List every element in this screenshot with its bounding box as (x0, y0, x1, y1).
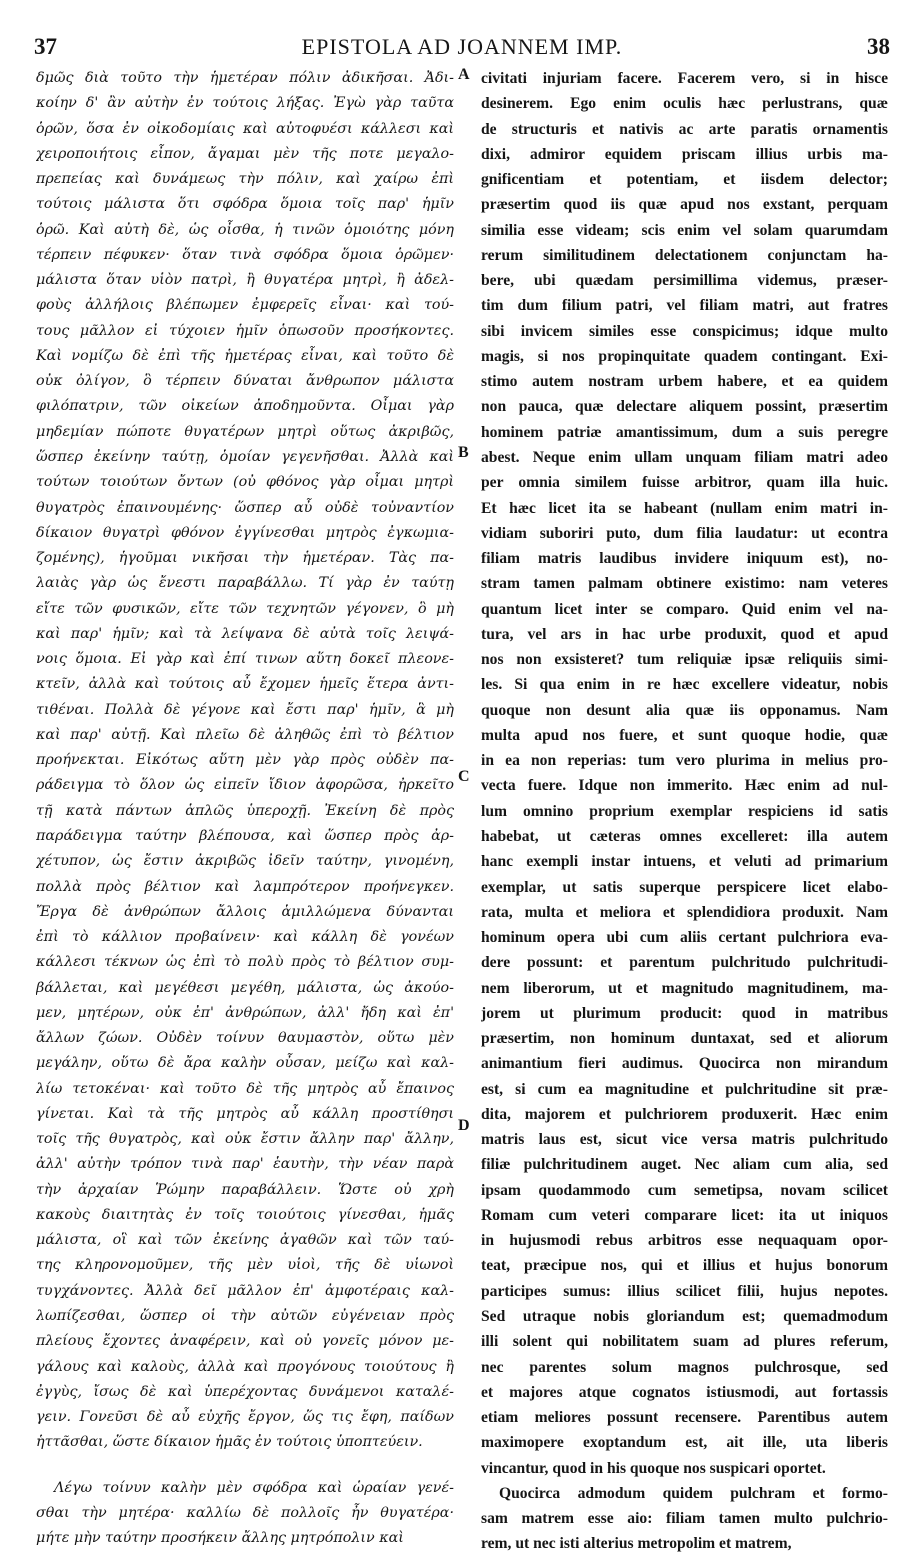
latin-text-line: habebat, ut cæteras omnes excelleret: illa autem (481, 827, 888, 845)
latin-text-line: multa apud nos fuere, et sunt quoque hodie, quæ (481, 726, 888, 744)
greek-text-line (36, 1456, 454, 1476)
latin-text-line: Et hæc licet ita se habeant (nullam enim matri in- (481, 499, 888, 517)
greek-text-line: φιλόπατριν, τῶν οἰκείων ἀποδημοῦντα. Οἶμαι γὰρ (36, 398, 454, 415)
greek-text-line: πρεπείας καὶ δυνάμεως τὴν πόλιν, καὶ χαίρω ἐπὶ (36, 171, 454, 188)
latin-text-line: tim dum filium patri, vel filiam matri, aut fratres (481, 297, 888, 315)
greek-text-line: ὁρῶν, ὅσα ἐν οἰκοδομίαις καὶ αὐτοφυέσι κάλλεσι καὶ (36, 120, 454, 137)
latin-text-line: similia esse videam; scis enim vel solam quarumdam (481, 221, 888, 239)
greek-text-line: θυγατρὸς ἐπαινουμένης· ὥσπερ αὖ οὐδὲ τοὐναντίον (36, 499, 454, 516)
greek-text-line: λαιὰς γὰρ ὡς ἔνεστι παραβάλλω. Τί γὰρ ἐν ταύτῃ (36, 575, 454, 592)
greek-text-line: Ἔργα δὲ ἀνθρώπων ἄλλοις ἁμιλλώμενα δύνανται (36, 903, 454, 920)
page-number-left: 37 (34, 34, 57, 59)
greek-text-line: σθαι τὴν μητέρα· καλλίω δὲ πολλοῖς ἦν θυγατέρα· (36, 1504, 454, 1521)
greek-text-line: τιθέναι. Πολλὰ δὲ γέγονε καὶ ἔστι παρ' ἡμῖν, ἃ μὴ (36, 701, 454, 718)
latin-text-line: rerum similitudinem delectationem conjunctam ha- (481, 246, 888, 264)
greek-text-line: δμῶς διὰ τοῦτο τὴν ἡμετέραν πόλιν ἀδικῆσαι. Ἀδι- (36, 70, 454, 86)
latin-text-line: et majores atque cognatos istiusmodi, aut fortassis (481, 1383, 888, 1401)
latin-text-line: desinerem. Ego enim oculis hæc perlustrans, quæ (481, 95, 888, 113)
latin-text-line: rata, multa et meliora et splendidiora produxit. Nam (481, 903, 888, 921)
latin-text-line: maximopere exoptandum est, ait ille, uta liberis (481, 1434, 888, 1452)
greek-text-line: ἡττᾶσθαι, ὥστε δίκαιον ἡμᾶς ἐν τούτοις ὑποπτεύειν. (36, 1434, 423, 1451)
greek-text-line: οὐκ ὀλίγον, ὃ τέρπειν δύναται ἄνθρωπον μάλιστα (36, 373, 454, 390)
greek-text-line: μηδεμίαν πώποτε θυγατέρων μητρὶ οὕτως ἀκριβῶς, (36, 423, 454, 440)
latin-text-line: in hujusmodi rebus arbitros esse nequaquam opor- (481, 1232, 888, 1250)
greek-text-line: μάλιστα, οἳ καὶ τῶν ἐκείνης ἀγαθῶν καὶ τῶν ταύ- (36, 1232, 454, 1249)
greek-text-line: ἐγγὺς, ἴσως δὲ καὶ ὑπερέχοντας δυνάμενοι καταλέ- (36, 1383, 454, 1400)
running-header (34, 28, 890, 62)
latin-text-line: rem, ut nec isti alterius metropolim et matrem, (481, 1535, 792, 1553)
latin-text-line: quantum licet inter se comparo. Quid enim vel na- (481, 600, 888, 618)
latin-text-line: quoque non desunt alia quæ iis opponamus. Nam (481, 701, 888, 719)
latin-text-line: bere, ubi quædam persimillima videmus, præser- (481, 272, 888, 290)
greek-text-line: πλείους ἔχοντες ἀναφέρειν, καὶ οὐ γονεῖς μόνον με- (36, 1333, 454, 1350)
latin-text-line: de structuris et nativis ac arte paratis ornamentis (481, 120, 888, 138)
greek-text-line: μεγάλην, οὕτω δὲ ἄρα καλὴν οὖσαν, μείζω καὶ καλ- (36, 1055, 454, 1072)
greek-text-line: ὥσπερ ἐκείνην ταύτῃ, ὁμοίαν γεγενῆσθαι. Ἀλλὰ καὶ (36, 448, 454, 465)
greek-text-line: χειροποιήτοις εἶπον, ἄγαμαι μὲν τῆς ποτε μεγαλο- (36, 145, 454, 162)
latin-text-line: nec parentes solum magnos pulchrosque, sed (481, 1358, 888, 1376)
latin-text-line: vecta fuere. Idque non immerito. Hæc enim ad nul- (481, 777, 888, 795)
latin-text-line: dita, majorem et pulchriorem produxerit. Hæc enim (481, 1105, 888, 1123)
latin-text-line: sibi invicem similes esse conspicimus; idque multo (481, 322, 888, 340)
latin-text-line: Romam cum veteri comparare licet: ita ut iniquos (481, 1206, 888, 1224)
latin-text-line: civitati injuriam facere. Facerem vero, si in hisce (481, 70, 888, 87)
greek-text-line: προήνεκται. Εἰκότως αὕτη μὲν γὰρ πρὸς οὐδὲν πα- (36, 752, 454, 769)
greek-text-line: ἀλλ' αὐτὴν τρόπον τινὰ παρ' ἑαυτὴν, τὴν νέαν παρὰ (36, 1156, 454, 1173)
running-title: EPISTOLA AD JOANNEM IMP. (301, 34, 623, 59)
latin-text-line: hominum opera ubi cum aliis certant pulchriora eva- (481, 929, 888, 947)
latin-text-line: præsertim, non hominum duntaxat, sed et aliorum (481, 1030, 888, 1048)
greek-text-line: πολλὰ πρὸς βέλτιον καὶ λαμπρότερον προήνεγκεν. (36, 878, 454, 895)
section-marker-a: A (458, 66, 470, 83)
greek-text-line: κάλλεσι τέκνων ὡς ἐπὶ τὸ πολὺ πρὸς τὸ βέλτιον συμ- (36, 954, 454, 971)
latin-text-line: non pauca, quæ delectare aliquem possint, præsertim (481, 398, 888, 416)
greek-text-line: εἴτε τῶν φυσικῶν, εἴτε τῶν τεχνητῶν γέγονεν, ὃ μὴ (36, 600, 454, 617)
greek-text-line: κτεῖν, ἀλλὰ καὶ τούτοις αὖ ἔχομεν ἡμεῖς ἕτερα ἀντι- (36, 676, 454, 693)
latin-text-line: abest. Neque enim ullam unquam filiam matri adeo (481, 448, 888, 466)
latin-text-line: filiæ pulchritudinem auget. Nec aliam cum alia, sed (481, 1156, 888, 1174)
greek-text-line: τὴν ἀρχαίαν Ῥώμην παραβάλλειν. Ὥστε οὐ χρὴ (36, 1181, 454, 1198)
latin-text-line: per omnia similem fuisse arbitror, quam illa huic. (481, 474, 888, 492)
latin-text-line: ipsam quodammodo cum semetipsa, novam scilicet (481, 1181, 888, 1199)
latin-text-line: nos non exsisteret? tum reliquiæ ipsæ reliquiis simi- (481, 651, 888, 669)
latin-text-line: exemplar, ut satis superque perspicere licet elabo- (481, 878, 888, 896)
greek-text-line: γίνεται. Καὶ τὰ τῆς μητρὸς αὖ κάλλη προστίθησι (36, 1105, 454, 1122)
section-marker-b: B (458, 444, 469, 461)
greek-text-line: λίω τετοκέναι· καὶ τοῦτο δὲ τῆς μητρὸς αὖ ἔπαινος (36, 1080, 454, 1097)
latin-text-line: in ea non reperias: tum vero plurima in melius pro- (481, 752, 888, 770)
latin-text-line: dixi, admiror equidem priscam illius urbis ma- (481, 145, 888, 163)
greek-text-line: ράδειγμα τὸ ὅλον ὡς εἰπεῖν ἴδιον ἀφορῶσα, ἠρκεῖτο (36, 777, 454, 794)
latin-text-line: lum omnino proprium exemplar respiciens id satis (481, 802, 888, 820)
latin-text-line: les. Si qua enim in re hæc excellere videatur, nobis (481, 676, 888, 694)
greek-text-line: τους μᾶλλον εἰ τύχοιεν ἡμῖν ὁπωσοῦν προσήκοντες. (36, 322, 454, 339)
greek-text-line: δίκαιον θυγατρὶ φθόνον ἐγγίνεσθαι μητρὸς ἐγκωμια- (36, 524, 454, 541)
latin-text-line: nem liberorum, ut et magnitudo magnitudinem, ma- (481, 979, 888, 997)
latin-text-column (481, 66, 888, 1557)
greek-text-line: τέρπειν πέφυκεν· ὅταν τινὰ σφόδρα ὅμοια ὁρῶμεν· (36, 246, 454, 263)
greek-text-line: τυγχάνοντες. Ἀλλὰ δεῖ μᾶλλον ἐπ' ἀμφοτέραις καλ- (36, 1282, 454, 1299)
greek-text-line: κοίην δ' ἂν αὐτὴν ἐν τούτοις λήξας. Ἐγὼ γὰρ ταῦτα (36, 95, 454, 112)
latin-text-line: matris laus est, sicut vice versa matris pulchritudo (481, 1131, 888, 1149)
greek-text-line: καὶ παρ' ἡμῖν; καὶ τὰ λείψανα δὲ αὐτὰ τοῖς λειψά- (36, 625, 454, 642)
greek-text-line: Καὶ νομίζω δὲ ἐπὶ τῆς ἡμετέρας εἶναι, καὶ τοῦτο δὲ (36, 347, 454, 364)
latin-text-line: vidiam suboriri puto, dum filia laudatur: ut econtra (481, 524, 888, 542)
latin-text-line: stram tamen palmam obtinere existimo: nam veteres (481, 575, 888, 593)
section-marker-c: C (458, 768, 470, 785)
greek-text-line: παράδειγμα ταύτην βλέπουσα, καὶ ὥσπερ πρὸς ἀρ- (36, 827, 454, 844)
latin-text-line: jorem ut plurimum producit: quod in matribus (481, 1004, 888, 1022)
latin-text-line: præsertim quod iis quæ apud nos exstant, perquam (481, 196, 888, 214)
latin-text-line: etiam meliores possunt recensere. Parentibus autem (481, 1409, 888, 1427)
latin-text-line: illi solent qui nobilitatem suam ad plures referum, (481, 1333, 888, 1351)
latin-text-line: magis, si nos propinquitate quadem contingant. Exi- (481, 347, 888, 365)
latin-text-line: hominem patriæ amantissimum, dum a suis peregre (481, 423, 888, 441)
greek-text-line: τούτοις μάλιστα ὅτι σφόδρα ὅμοια τοῖς παρ' ἡμῖν (36, 196, 454, 213)
greek-text-line: ἐπὶ τὸ κάλλιον προβαίνειν· καὶ κάλλη δὲ γονέων (36, 929, 454, 946)
latin-text-line: hanc exempli instar intuens, et veluti ad primarium (481, 853, 888, 871)
latin-text-line: est, si cum ea magnitudine et pulchritudine sit præ- (481, 1080, 888, 1098)
greek-text-line: κακοὺς διαιτητὰς ἐν τοῖς τοιούτοις γίνεσθαι, ἡμᾶς (36, 1206, 454, 1223)
greek-text-line: τοῖς τῆς θυγατρὸς, καὶ οὐκ ἔστιν ἄλλην παρ' ἄλλην, (36, 1131, 454, 1148)
greek-text-line: μήτε μὴν ταύτην προσήκειν ἄλλης μητρόπολιν καὶ (36, 1530, 404, 1547)
latin-text-line: tura, vel ars in hac urbe produxit, quod et apud (481, 625, 888, 643)
greek-text-line: της κληρονομοῦμεν, τῆς μὲν υἱοὶ, τῆς δὲ υἱωνοὶ (36, 1257, 454, 1274)
greek-text-line: μεν, μητέρων, οὐκ ἐπ' ἀνθρώπων, ἀλλ' ἤδη καὶ ἐπ' (36, 1004, 454, 1021)
greek-text-line: βάλλεται, καὶ μεγέθεσι μεγέθη, μάλιστα, ὡς ἀκούο- (36, 979, 454, 996)
latin-text-line: teat, præcipue nos, qui et illius et hujus bonorum (481, 1257, 888, 1275)
latin-text-line: Quocirca admodum quidem pulchram et formo- (499, 1484, 888, 1502)
greek-text-line: τῇ κατὰ πάντων ἁπλῶς ὑπεροχῇ. Ἐκείνη δὲ πρὸς (36, 802, 454, 819)
latin-text-line: animantium fieri audimus. Quocirca non mirandum (481, 1055, 888, 1073)
greek-text-line: τούτων τοιούτων ὄντων (οὐ φθόνος γὰρ οἶμαι μητρὶ (36, 474, 454, 491)
latin-text-line: gnificentiam et potentiam, et iisdem delector; (481, 171, 888, 189)
latin-text-line: stimo autem nostram urbem habere, et ea quidem (481, 373, 888, 391)
greek-text-line: νοις ὅμοια. Εἰ γὰρ καὶ ἐπί τινων αὕτη δοκεῖ πλεονε- (36, 651, 454, 668)
greek-text-line: γειν. Γονεῦσι δὲ αὖ εὐχῆς ἔργον, ὥς τις ἔφη, παίδων (36, 1409, 454, 1426)
latin-text-line: Sed utraque nobis gloriandum est; quemadmodum (481, 1308, 888, 1326)
page-number-right: 38 (867, 34, 890, 59)
greek-text-line: γάλους καὶ καλοὺς, ἀλλὰ καὶ προγόνους τοιούτους ἢ (36, 1358, 454, 1375)
greek-text-line: ὁρῶ. Καὶ αὐτὴ δὲ, ὡς οἶσθα, ἡ τινῶν ὁμοιότης μόνη (36, 221, 454, 238)
greek-text-line: καὶ παρ' αὐτῇ. Καὶ πλεῖω δὲ ἀληθῶς ἐπὶ τὸ βέλτιον (36, 726, 454, 743)
latin-text-line: sam matrem esse aio: filiam tamen multo pulchrio- (481, 1510, 888, 1528)
greek-text-line: λωπίζεσθαι, ὥσπερ οἱ τὴν αὐτῶν εὐγένειαν πρὸς (36, 1308, 454, 1325)
latin-text-line: dere possunt: et parentum pulchritudo pulchritudi- (481, 954, 888, 972)
greek-text-line: ζομένης), ἡγοῦμαι νικῆσαι τὴν ἡμετέραν. Τὰς πα- (36, 550, 454, 567)
greek-text-line: ἄλλων ζώων. Οὐδὲν τοίνυν θαυμαστὸν, οὕτω μὲν (36, 1030, 454, 1047)
greek-text-line: μάλιστα ὅταν υἱὸν πατρὶ, ἢ θυγατέρα μητρὶ, ἢ ἀδελ- (36, 272, 454, 289)
latin-text-line: filiam matris laudibus invidere iniquum est), no- (481, 550, 888, 568)
greek-text-line: φοὺς ἀλλήλοις βλέπωμεν ἐμφερεῖς εἶναι· καὶ τού- (36, 297, 454, 314)
greek-text-line: Λέγω τοίνυν καλὴν μὲν σφόδρα καὶ ὡραίαν γενέ- (54, 1479, 454, 1496)
greek-text-line: χέτυπον, ὡς ἔστιν ἀκριβῶς ἰδεῖν ταύτην, γινομένη, (36, 853, 454, 870)
latin-text-line: participes sumus: illius scilicet filii, hujus nepotes. (481, 1282, 888, 1300)
section-marker-d: D (458, 1117, 470, 1134)
latin-text-line: vincantur, quod in his quoque nos suspicari oportet. (481, 1459, 826, 1477)
greek-text-column (36, 66, 454, 1551)
